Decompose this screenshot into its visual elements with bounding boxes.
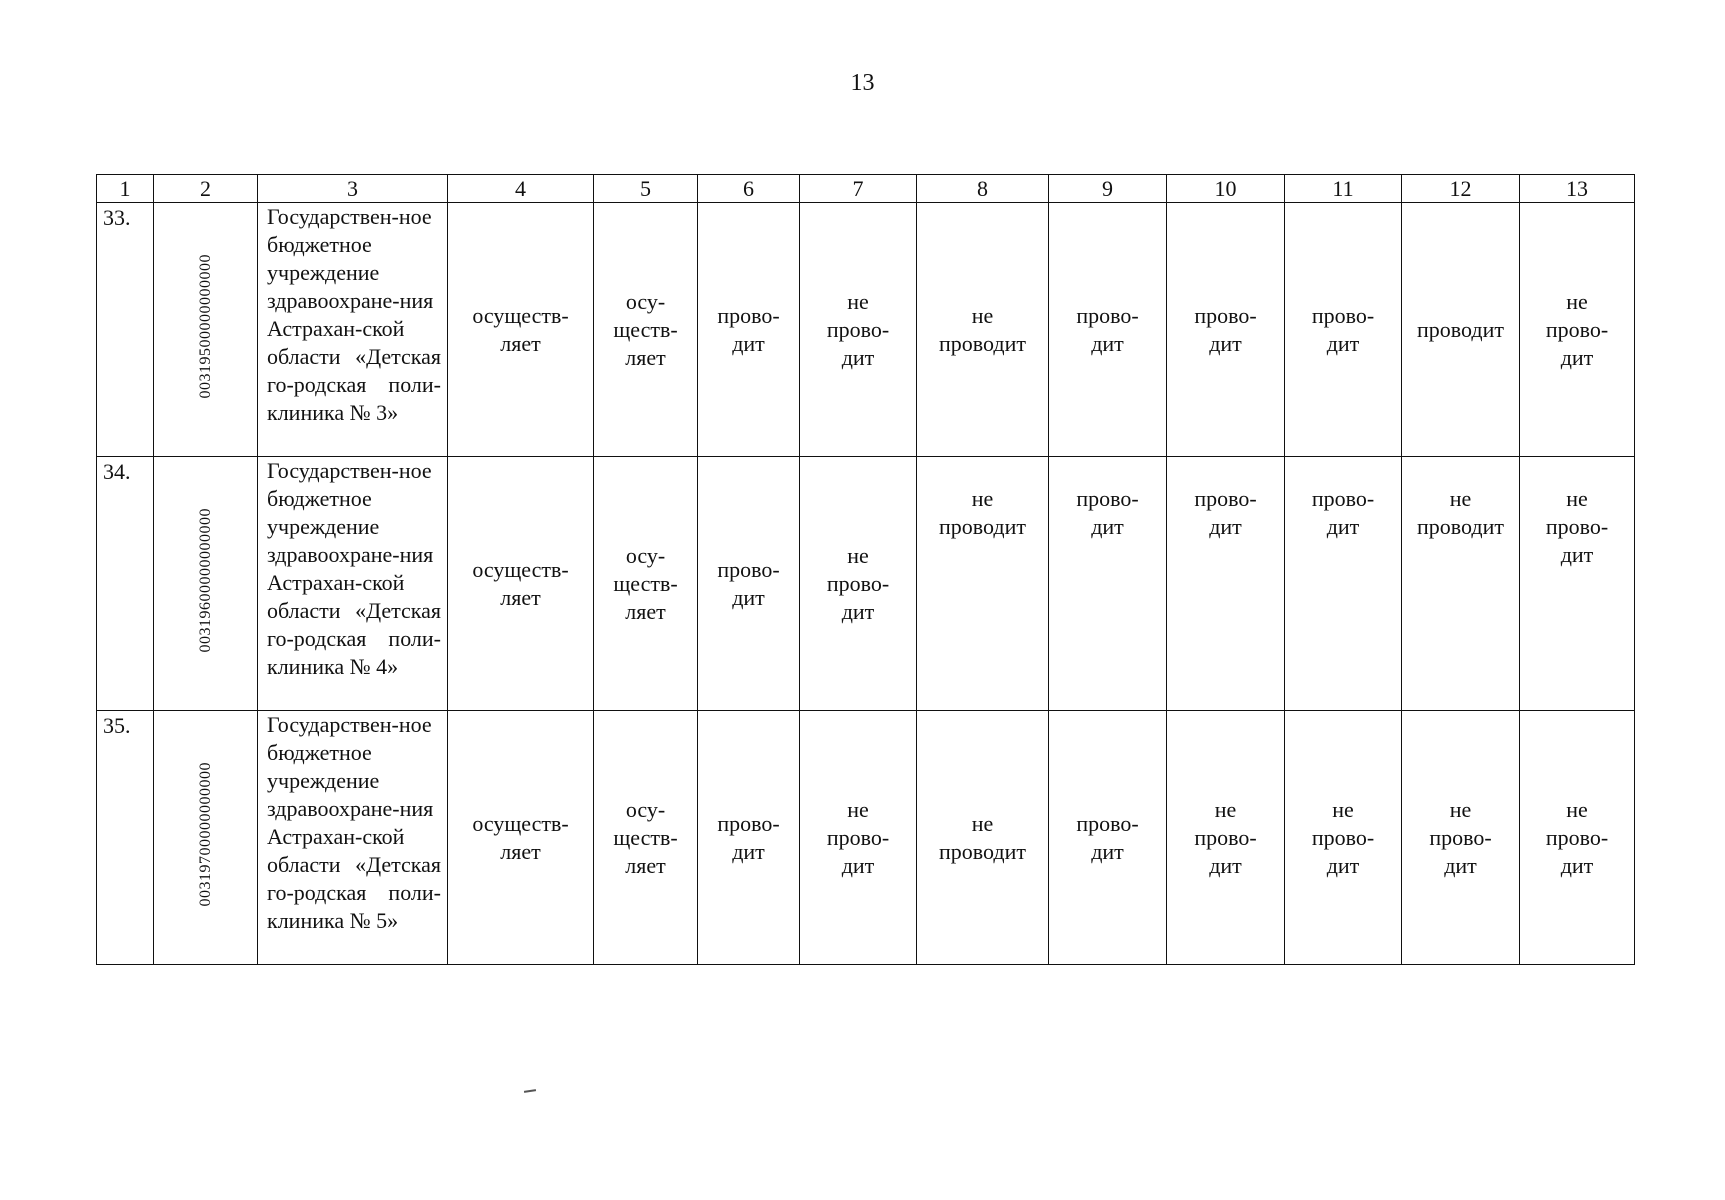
column-header: 5: [594, 175, 698, 203]
value-cell: [1167, 457, 1285, 711]
table-row: [97, 457, 1635, 711]
value-text: не проводит: [939, 302, 1026, 356]
registry-code-cell: [154, 203, 258, 457]
value-cell: [800, 711, 917, 965]
value-cell: [1520, 711, 1635, 965]
registry-code-cell: [154, 457, 258, 711]
value-text: прово- дит: [717, 302, 780, 356]
row-number: 34.: [97, 457, 154, 711]
value-cell: [1167, 711, 1285, 965]
value-text: прово- дит: [1076, 810, 1139, 864]
row-number: 33.: [97, 203, 154, 457]
value-text: прово- дит: [1311, 302, 1375, 356]
value-text: не прово- дит: [826, 288, 890, 370]
column-header: 11: [1285, 175, 1402, 203]
value-cell: [1285, 457, 1402, 711]
column-header: 1: [97, 175, 154, 203]
value-cell: [1049, 203, 1167, 457]
value-text: не прово- дит: [826, 542, 890, 624]
column-header: 13: [1520, 175, 1635, 203]
value-text: проводит: [1417, 316, 1504, 342]
value-text: прово- дит: [717, 556, 780, 610]
value-text: осуществ- ляет: [472, 556, 569, 610]
page-number: 13: [850, 70, 875, 96]
value-text: не прово- дит: [1311, 796, 1375, 878]
value-text: не проводит: [1417, 486, 1504, 539]
value-cell: [917, 203, 1049, 457]
column-header: 6: [698, 175, 800, 203]
organization-name: Государствен-ное бюджетное учреждение здравоохране-ния Астрахан-ской области «Детская го-родская поли-клиника № 4»: [258, 457, 448, 711]
table-row: [97, 203, 1635, 457]
value-cell: [1285, 203, 1402, 457]
value-text: прово- дит: [1194, 302, 1257, 356]
column-header: 3: [258, 175, 448, 203]
value-text: осу- ществ- ляет: [613, 288, 678, 370]
column-header: 12: [1402, 175, 1520, 203]
value-cell: [800, 457, 917, 711]
value-cell: [800, 203, 917, 457]
value-text: прово- дит: [1194, 486, 1257, 539]
value-text: осу- ществ- ляет: [613, 796, 678, 878]
table-row: [97, 711, 1635, 965]
value-cell: [594, 711, 698, 965]
column-header: 4: [448, 175, 594, 203]
value-text: не проводит: [939, 810, 1026, 864]
value-text: прово- дит: [717, 810, 780, 864]
value-cell: [1049, 457, 1167, 711]
registry-code-cell: [154, 711, 258, 965]
value-cell: [594, 203, 698, 457]
value-cell: [698, 203, 800, 457]
organization-name: Государствен-ное бюджетное учреждение здравоохране-ния Астрахан-ской области «Детская го-родская поли-клиника № 5»: [258, 711, 448, 965]
column-header: 8: [917, 175, 1049, 203]
value-cell: [1049, 711, 1167, 965]
column-header: 9: [1049, 175, 1167, 203]
value-text: не прово- дит: [1545, 288, 1609, 370]
value-cell: [698, 457, 800, 711]
value-cell: [698, 711, 800, 965]
column-header: 2: [154, 175, 258, 203]
registry-code: 00319500000000000: [196, 253, 214, 399]
row-number: 35.: [97, 711, 154, 965]
value-text: не прово- дит: [1545, 796, 1609, 878]
value-cell: [594, 457, 698, 711]
value-text: не прово- дит: [1545, 486, 1609, 567]
value-cell: [448, 457, 594, 711]
value-cell: [448, 203, 594, 457]
organization-name: Государствен-ное бюджетное учреждение здравоохране-ния Астрахан-ской области «Детская го-родская поли-клиника № 3»: [258, 203, 448, 457]
value-cell: [1402, 203, 1520, 457]
value-cell: [1167, 203, 1285, 457]
value-text: осуществ- ляет: [472, 302, 569, 356]
value-text: осу- ществ- ляет: [613, 542, 678, 624]
value-text: прово- дит: [1076, 302, 1139, 356]
value-text: прово- дит: [1311, 486, 1375, 539]
value-text: не проводит: [939, 486, 1026, 539]
value-text: не прово- дит: [1194, 796, 1257, 878]
registry-code: 00319600000000000: [196, 507, 214, 653]
value-text: прово- дит: [1076, 486, 1139, 539]
column-header: 7: [800, 175, 917, 203]
registry-code: 00319700000000000: [196, 761, 214, 907]
value-cell: [1402, 457, 1520, 711]
header-row: [97, 175, 1635, 203]
scan-mark: [524, 1089, 536, 1093]
value-cell: [1285, 711, 1402, 965]
value-text: не прово- дит: [826, 796, 890, 878]
data-table: [96, 174, 1635, 965]
column-header: 10: [1167, 175, 1285, 203]
value-text: осуществ- ляет: [472, 810, 569, 864]
value-cell: [917, 457, 1049, 711]
value-cell: [448, 711, 594, 965]
value-text: не прово- дит: [1429, 796, 1492, 878]
value-cell: [1520, 203, 1635, 457]
value-cell: [917, 711, 1049, 965]
value-cell: [1520, 457, 1635, 711]
value-cell: [1402, 711, 1520, 965]
